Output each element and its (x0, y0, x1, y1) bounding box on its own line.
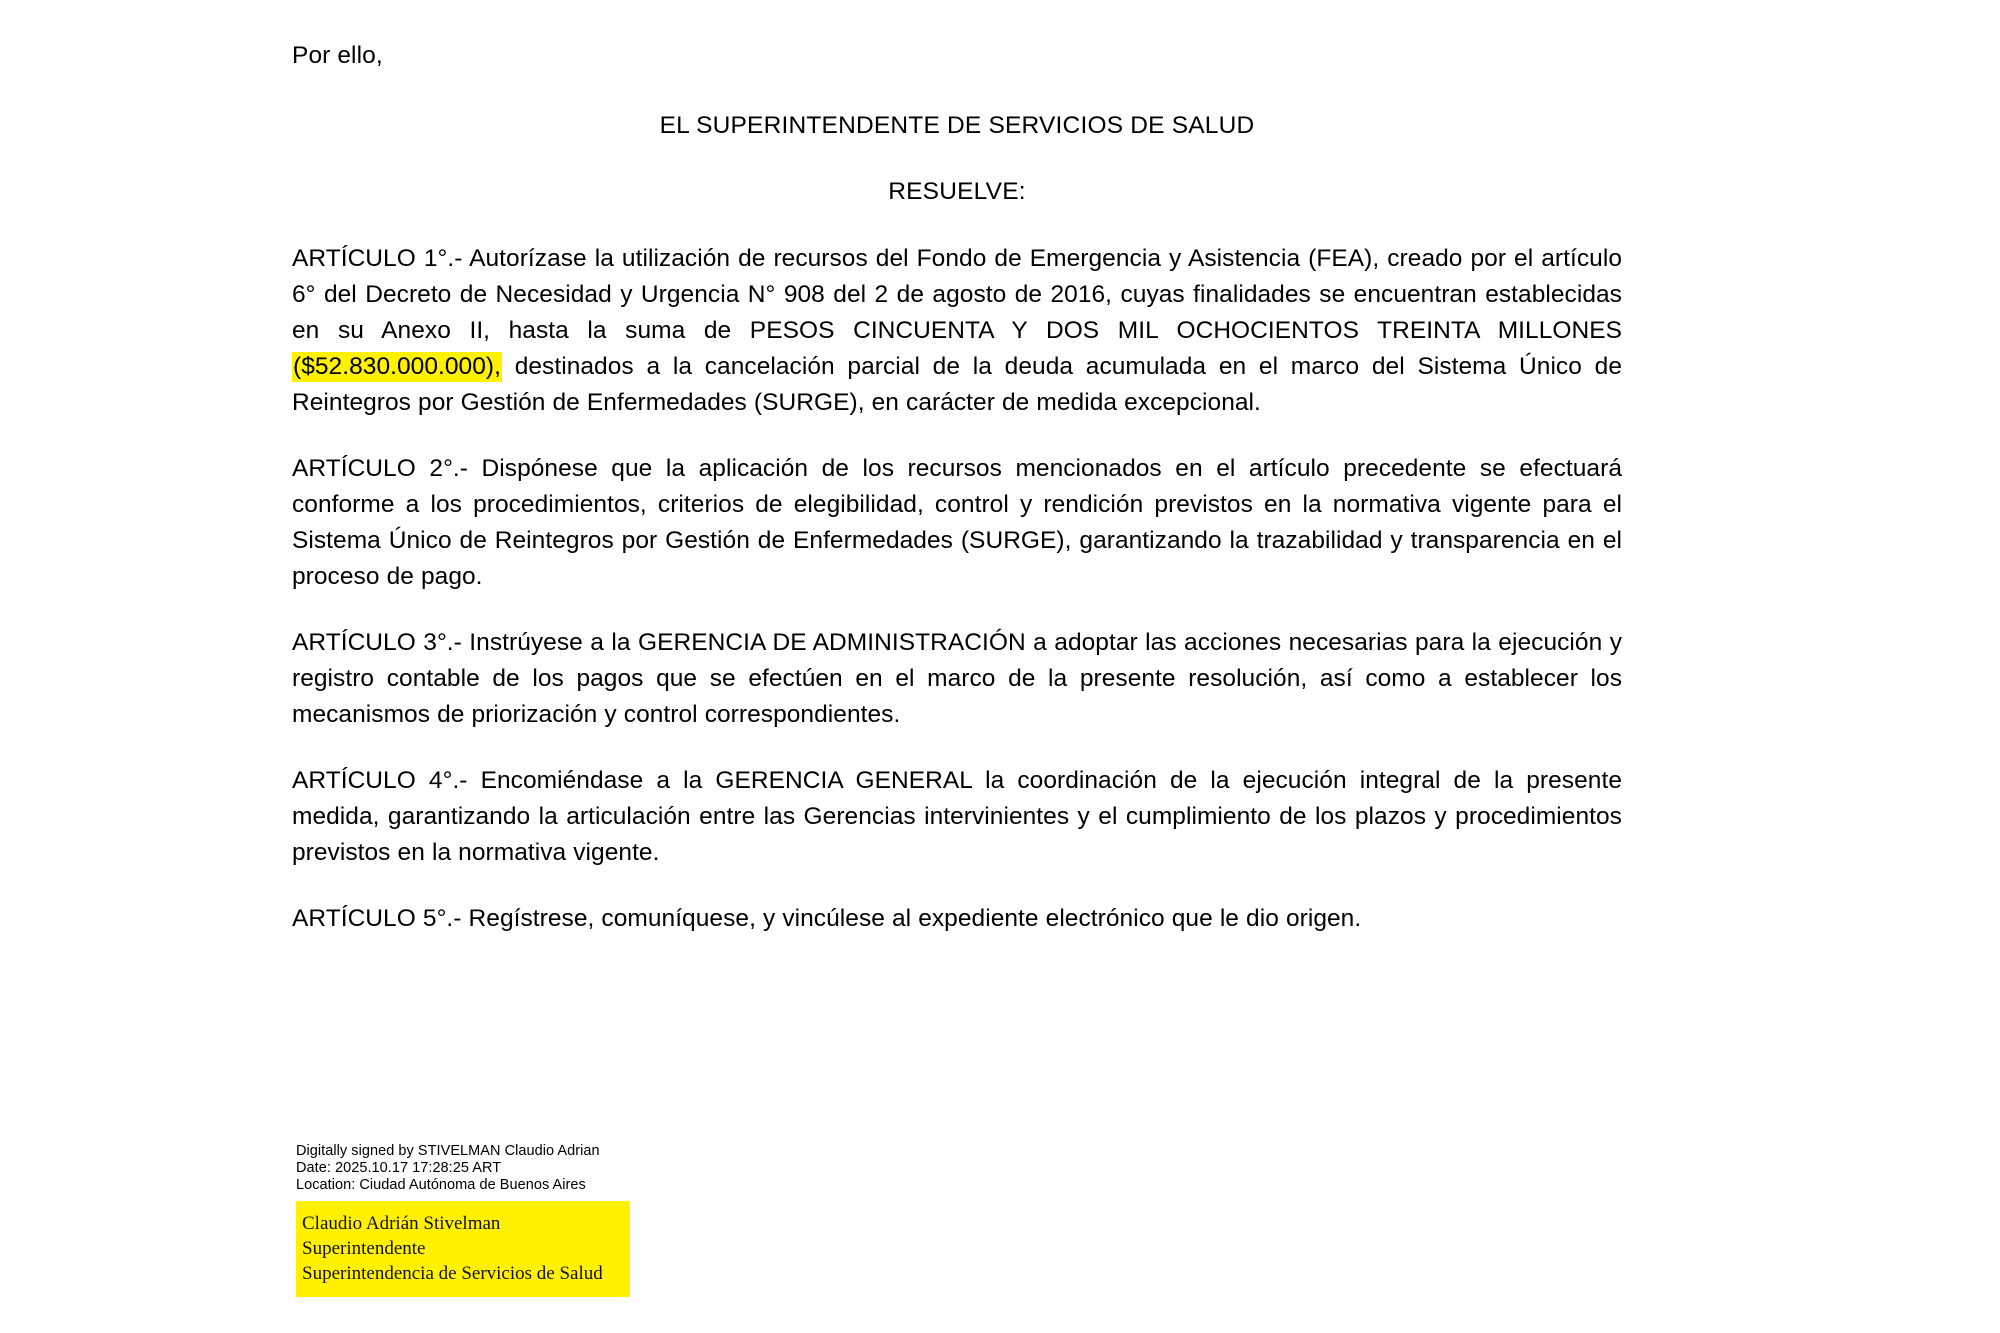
signature-signed-by: Digitally signed by STIVELMAN Claudio Adrian (296, 1143, 600, 1159)
signer-name: Claudio Adrián Stivelman (302, 1213, 501, 1234)
article-5-paragraph: ARTÍCULO 5°.- Regístrese, comuníquese, y vincúlese al expediente electrónico que le dio origen. (292, 904, 1362, 932)
resolves-heading: RESUELVE: (888, 178, 1026, 205)
digital-signature-block (296, 1143, 936, 1297)
article-1-text-after-amount: destinados a la cancelación parcial de la deuda acumulada en el marco del Sistema Único de Reintegros por Gestión de Enfermedades (SURGE), en carácter de medida excepcional. (292, 352, 1622, 416)
signature-location: Location: Ciudad Autónoma de Buenos Aires (296, 1177, 586, 1193)
signer-organization: Superintendencia de Servicios de Salud (302, 1263, 603, 1284)
authority-heading: EL SUPERINTENDENTE DE SERVICIOS DE SALUD (659, 111, 1255, 139)
article-1-paragraph (292, 241, 1622, 421)
intro-line: Por ello, (292, 42, 383, 69)
highlighted-amount: ($52.830.000.000), (293, 352, 501, 380)
article-1-text-before-amount: ARTÍCULO 1°.- Autorízase la utilización de recursos del Fondo de Emergencia y Asistencia (FEA), creado por el artículo 6° del Decreto de Necesidad y Urgencia N° 908 del 2 de agosto de 2016, cuyas finalidades se encuentran establecidas en su Anexo II, hasta la suma de PESOS CINCUENTA Y DOS MIL OCHOCIENTOS TREINTA MILLONES (292, 244, 1622, 344)
signature-name-box (296, 1201, 630, 1297)
document-body (292, 0, 1622, 961)
signer-role: Superintendente (302, 1238, 426, 1259)
article-3-paragraph: ARTÍCULO 3°.- Instrúyese a la GERENCIA DE ADMINISTRACIÓN a adoptar las acciones necesarias para la ejecución y registro contable de los pagos que se efectúen en el marco de la presente resolución, así como a establecer los mecanismos de priorización y control correspondientes. (292, 628, 1622, 728)
article-4-paragraph: ARTÍCULO 4°.- Encomiéndase a la GERENCIA GENERAL la coordinación de la ejecución integral de la presente medida, garantizando la articulación entre las Gerencias intervinientes y el cumplimiento de los plazos y procedimientos previstos en la normativa vigente. (292, 766, 1622, 866)
signature-date: Date: 2025.10.17 17:28:25 ART (296, 1160, 502, 1176)
article-2-paragraph: ARTÍCULO 2°.- Dispónese que la aplicación de los recursos mencionados en el artículo precedente se efectuará conforme a los procedimientos, criterios de elegibilidad, control y rendición previstos en la normativa vigente para el Sistema Único de Reintegros por Gestión de Enfermedades (SURGE), garantizando la trazabilidad y transparencia en el proceso de pago. (292, 454, 1622, 590)
